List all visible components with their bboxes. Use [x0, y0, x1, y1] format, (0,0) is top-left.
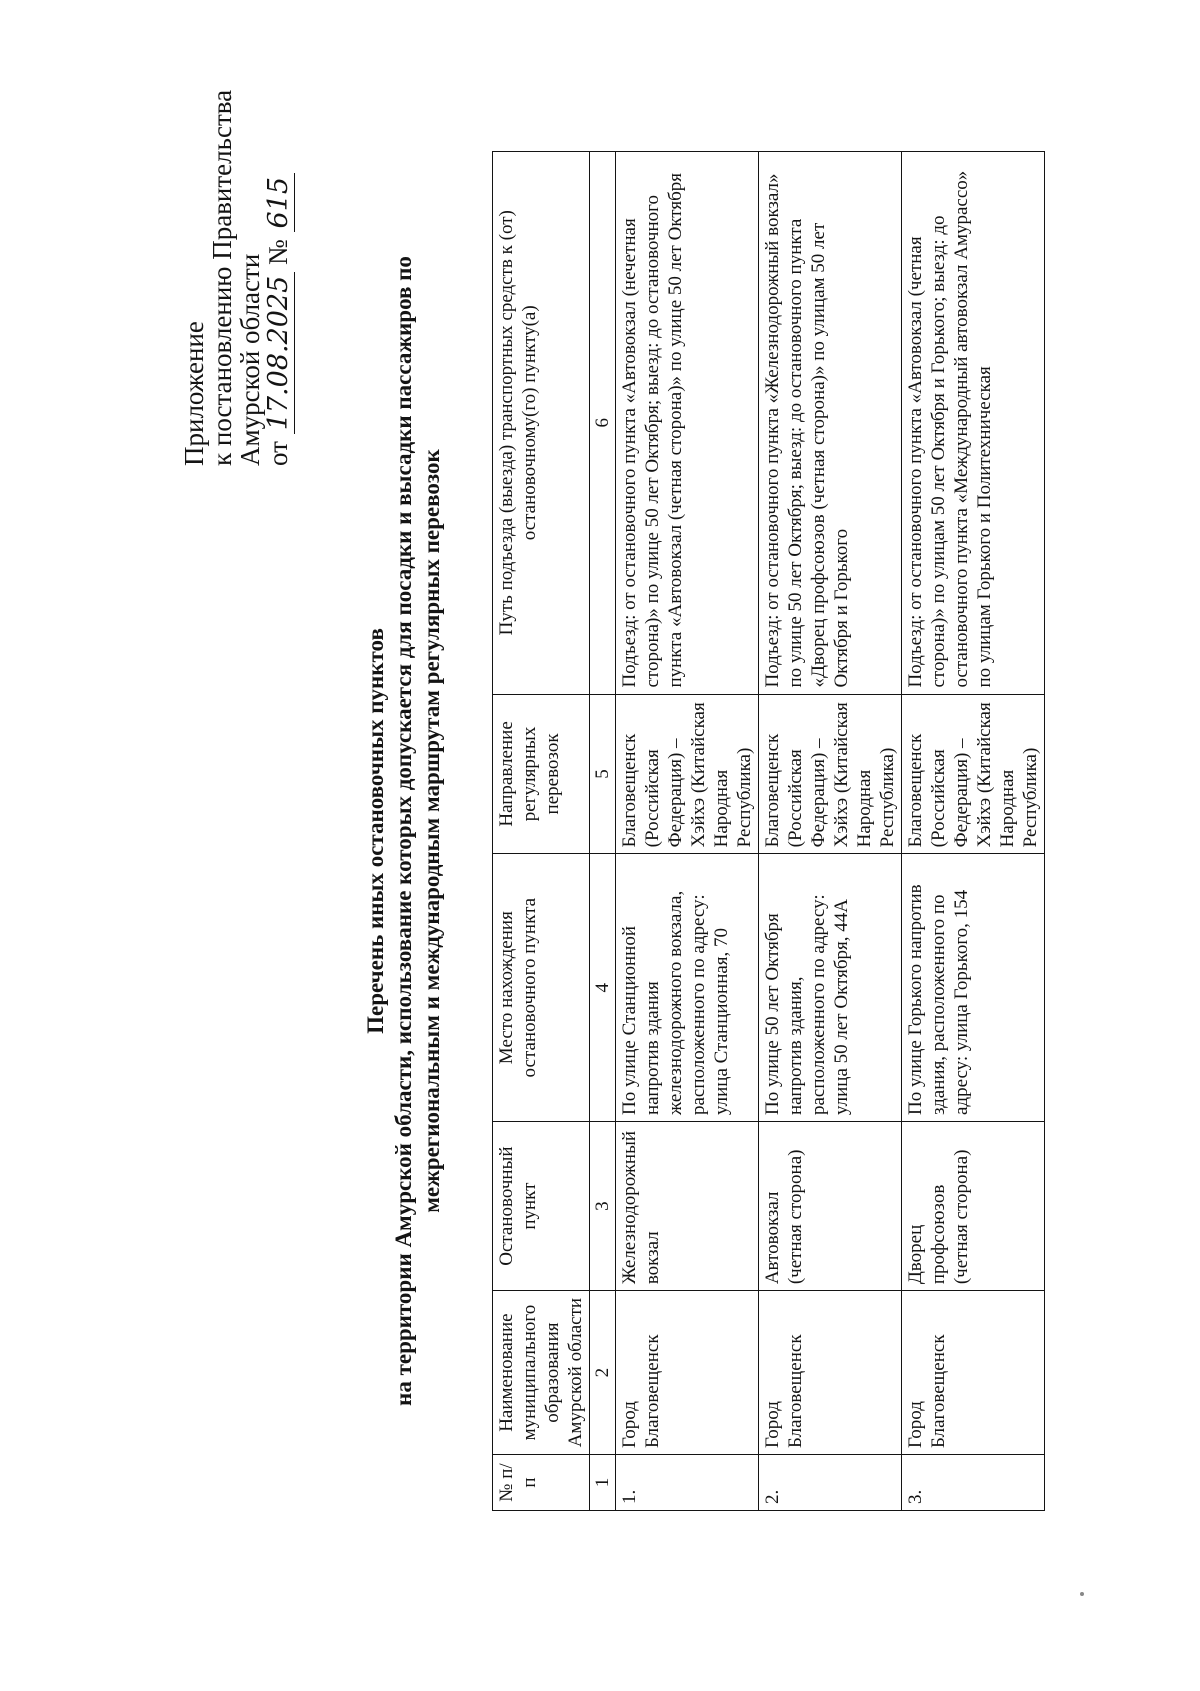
cell-direction: Благовещенск (Российская Федерация) – Хэйхэ (Китайская Народная Республика) [759, 694, 902, 854]
cell-route: Подъезд: от остановочного пункта «Автовокзал (нечетная сторона)» по улице 50 лет Октября; выезд: до остановочного пункта «Автовокзал (четная сторона)» по улице 50 лет Октября [616, 152, 759, 695]
cell-stop: Дворец профсоюзов (четная сторона) [902, 1122, 1045, 1291]
stops-table [492, 151, 1045, 1511]
handwritten-date: 17.08.2025 [263, 272, 295, 435]
cell-num: 2. [759, 1455, 902, 1511]
document-title [362, 161, 446, 1501]
cell-municipality: Город Благовещенск [902, 1291, 1045, 1455]
column-number: 4 [590, 854, 616, 1122]
cell-stop: Автовокзал (четная сторона) [759, 1122, 902, 1291]
header-location: Место нахождения остановочного пункта [493, 854, 590, 1122]
title-line2: на территории Амурской области, использование которых допускается для посадки и высадки пассажиров по [391, 256, 416, 1406]
cell-route: Подъезд: от остановочного пункта «Автовокзал (четная сторона)» по улицам 50 лет Октября и Горького; выезд: до остановочного пункта «Международный автовокзал Амурассо» по улицам Горького и Политехническая [902, 152, 1045, 695]
cell-location: По улице Горького напротив здания, расположенного по адресу: улица Горького, 154 [902, 854, 1045, 1122]
number-prefix: № [263, 239, 293, 265]
table-row [902, 152, 1045, 1511]
column-number: 3 [590, 1122, 616, 1291]
column-number: 6 [590, 152, 616, 695]
header-municipality: Наименование муниципального образования Амурской области [493, 1291, 590, 1455]
title-line3: межрегиональным и международным маршрутам регулярных перевозок [419, 449, 444, 1213]
appendix-line1: Приложение [179, 321, 209, 466]
cell-location: По улице 50 лет Октября напротив здания, расположенного по адресу: улица 50 лет Октября, 44А [759, 854, 902, 1122]
header-stop: Остановочный пункт [493, 1122, 590, 1291]
cell-municipality: Город Благовещенск [616, 1291, 759, 1455]
cell-direction: Благовещенск (Российская Федерация) – Хэйхэ (Китайская Народная Республика) [902, 694, 1045, 854]
table-header-row [493, 152, 590, 1511]
handwritten-number: 615 [263, 173, 295, 233]
cell-route: Подъезд: от остановочного пункта «Железнодорожный вокзал» по улице 50 лет Октября; выезд: до остановочного пункта «Дворец профсоюзов (четная сторона)» по улицам 50 лет Октября и Горького [759, 152, 902, 695]
cell-num: 3. [902, 1455, 1045, 1511]
column-number-row [590, 152, 616, 1511]
date-prefix: от [263, 441, 293, 466]
title-line1: Перечень иных остановочных пунктов [363, 628, 388, 1034]
appendix-date-line [264, 66, 293, 466]
column-number: 5 [590, 694, 616, 854]
table-row [759, 152, 902, 1511]
table-row [616, 152, 759, 1511]
cell-num: 1. [616, 1455, 759, 1511]
header-route: Путь подъезда (выезда) транспортных средств к (от) остановочному(го) пункту(а) [493, 152, 590, 695]
header-direction: Направление регулярных перевозок [493, 694, 590, 854]
header-num: № п/п [493, 1455, 590, 1511]
cell-municipality: Город Благовещенск [759, 1291, 902, 1455]
appendix-block [180, 66, 293, 466]
cell-direction: Благовещенск (Российская Федерация) – Хэйхэ (Китайская Народная Республика) [616, 694, 759, 854]
appendix-line3: Амурской области [235, 253, 265, 466]
cell-location: По улице Станционной напротив здания железнодорожного вокзала, расположенного по адресу: улица Станционная, 70 [616, 854, 759, 1122]
column-number: 2 [590, 1291, 616, 1455]
appendix-line2: к постановлению Правительства [207, 89, 237, 466]
column-number: 1 [590, 1455, 616, 1511]
scan-speck [1080, 1592, 1084, 1596]
cell-stop: Железнодорожный вокзал [616, 1122, 759, 1291]
